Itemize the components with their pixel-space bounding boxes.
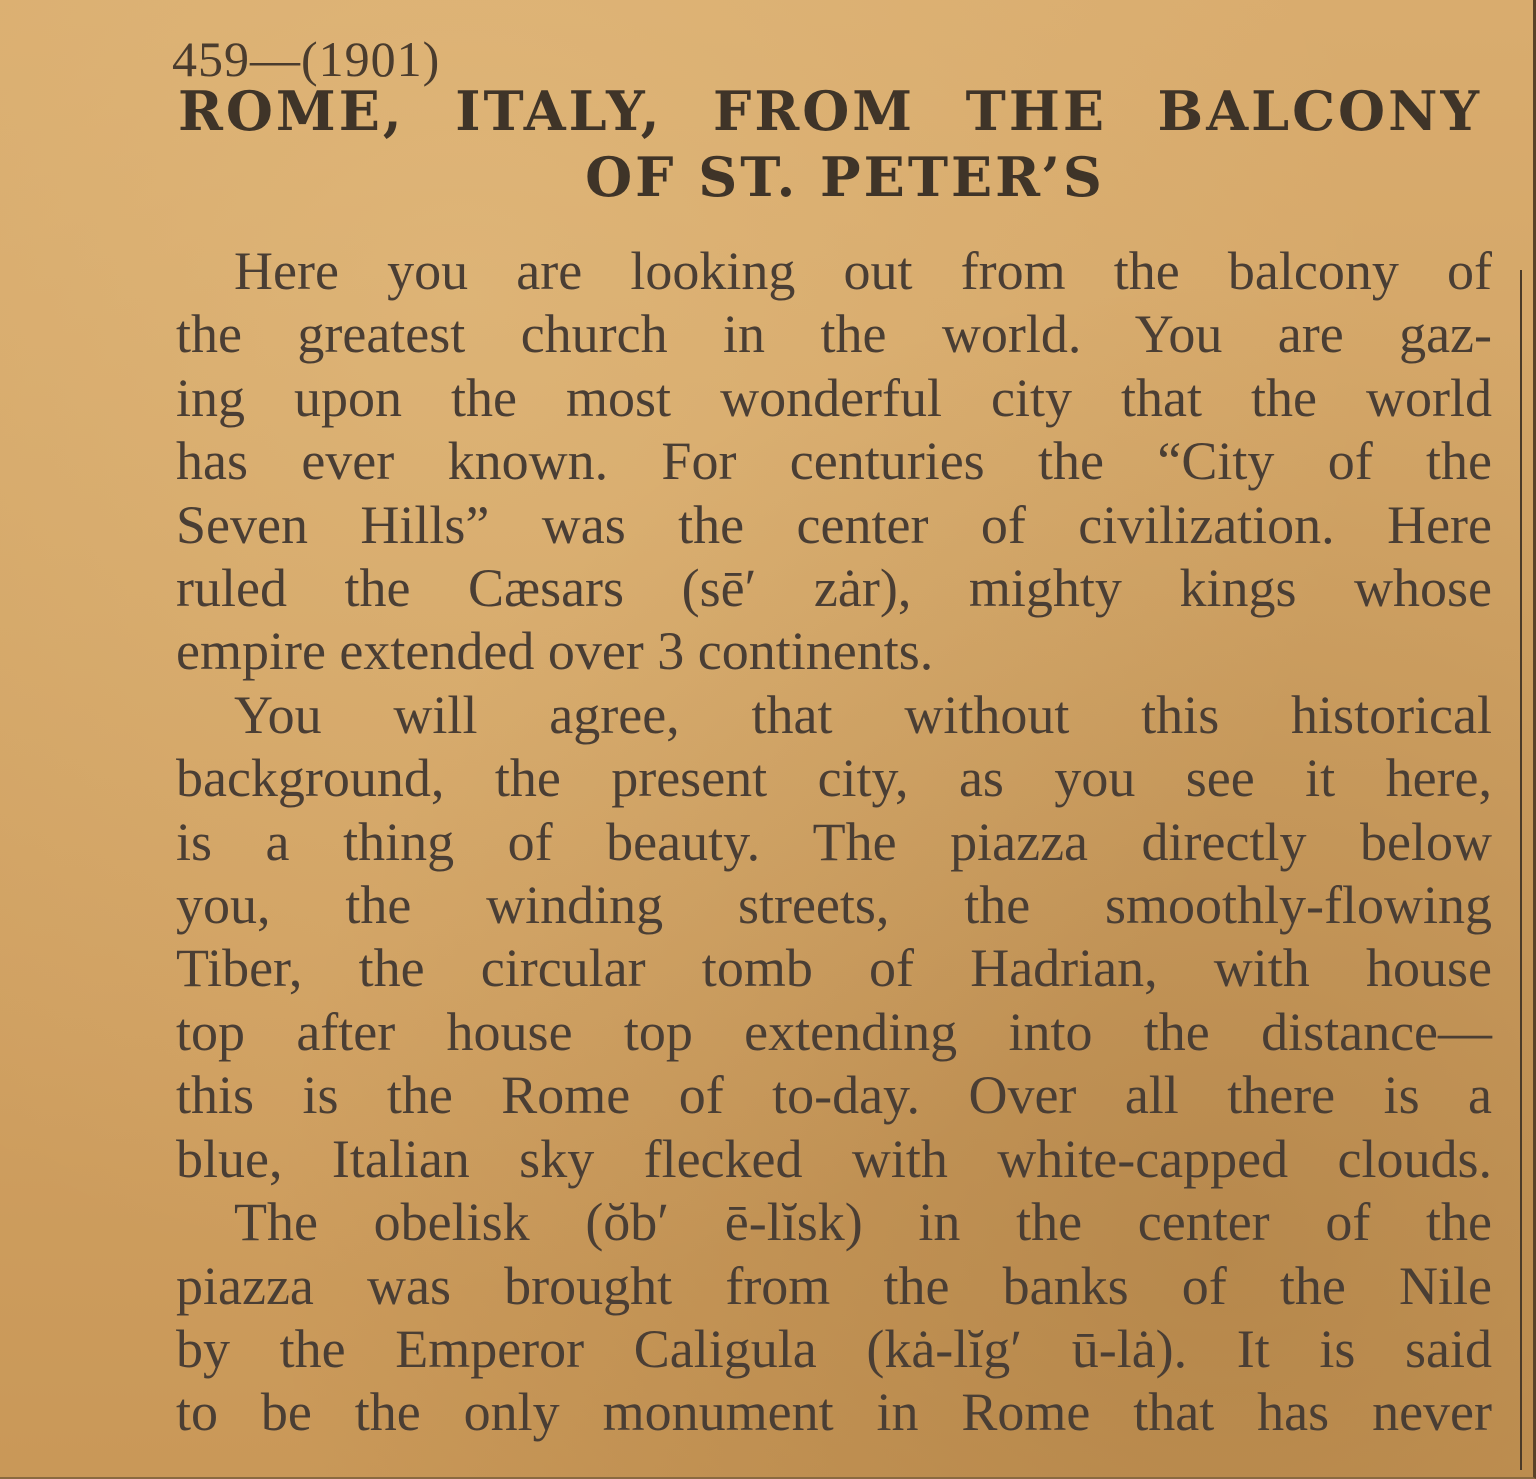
text-line: Tiber, the circular tomb of Hadrian, with house [176,938,1492,999]
title-line-1: ROME, ITALY, FROM THE BALCONY [178,79,1482,143]
text-line: empire extended over 3 continents. [176,621,934,682]
card-edge-rule [1520,270,1522,1470]
catalog-number: 459—(1901) [172,31,441,87]
text-line: blue, Italian sky flecked with white-capped clouds. [176,1128,1492,1189]
text-line: The obelisk (ŏb′ ē-lĭsk) in the center of the [234,1192,1492,1253]
text-line: Seven Hills” was the center of civilization. Here [176,494,1492,555]
text-line: you, the winding streets, the smoothly-flowing [176,875,1492,936]
text-line: ing upon the most wonderful city that the world [176,367,1492,428]
text-line: background, the present city, as you see it here, [176,748,1492,809]
text-line: by the Emperor Caligula (kȧ-lĭg′ ū-lȧ). It is said [176,1318,1492,1379]
text-line: ruled the Cæsars (sē′ zȧr), mighty kings whose [176,558,1492,619]
card-title [150,78,1510,210]
paragraph-3 [176,1191,1492,1445]
text-line: Here you are looking out from the balcony of [234,241,1492,301]
text-line: You will agree, that without this historical [234,684,1492,745]
text-line: is a thing of beauty. The piazza directly below [176,811,1492,872]
text-line: top after house top extending into the distance— [176,1001,1492,1062]
body-text [176,240,1492,1445]
title-line-2: OF ST. PETER’S [585,145,1105,209]
text-line: to be the only monument in Rome that has never [176,1382,1492,1443]
text-line: piazza was brought from the banks of the Nile [176,1255,1492,1316]
text-line: the greatest church in the world. You are gaz- [176,304,1492,365]
paragraph-1 [176,240,1492,684]
text-line: this is the Rome of to-day. Over all there is a [176,1065,1492,1126]
paragraph-2 [176,684,1492,1191]
text-line: has ever known. For centuries the “City of the [176,431,1492,492]
